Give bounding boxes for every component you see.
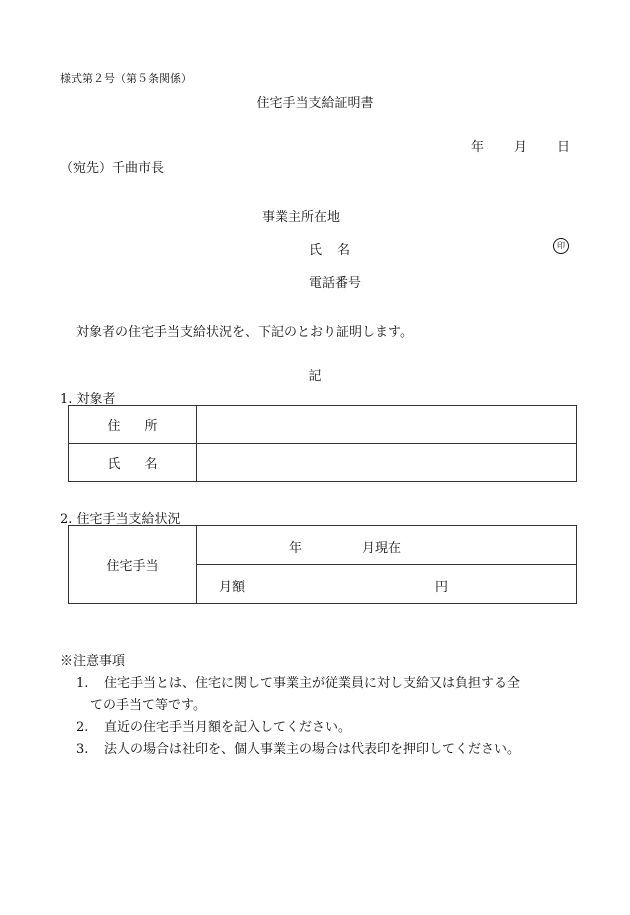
date-month-label: 月 [514,140,528,155]
section1-title: 1. 対象者 [60,392,116,407]
housing-allowance-table [68,525,577,604]
table-row [69,526,577,565]
yen-label: 円 [435,580,449,595]
date-year-label: 年 [471,140,485,155]
address-label-cell [69,406,197,444]
form-number: 様式第２号（第５条関係） [60,72,192,85]
table-row [69,444,577,482]
note-number: 1. [76,676,89,691]
note-item-2 [76,716,351,735]
name-label-1: 氏 [107,457,121,472]
note-text: 直近の住宅手当月額を記入してください。 [104,720,352,735]
note-item-3 [76,738,520,757]
housing-allowance-label: 住宅手当 [69,526,197,604]
seal-mark: 印 [553,238,569,254]
note-text: 法人の場合は社印を、個人事業主の場合は代表印を押印してください。 [104,742,521,757]
note-text: ての手当て等です。 [90,698,206,713]
address-label-1: 住 [107,419,121,434]
note-text: 住宅手当とは、住宅に関して事業主が従業員に対し支給又は負担する全 [104,676,521,691]
name-label-2: 名 [144,457,158,472]
employer-tel-label: 電話番号 [309,276,362,291]
monthly-amount-label: 月額 [219,580,246,595]
as-of-cell[interactable] [197,526,577,565]
as-of-month-label: 月現在 [362,541,402,556]
subject-table [68,405,577,482]
address-value-cell[interactable] [197,406,577,444]
document-title: 住宅手当支給証明書 [256,96,374,111]
monthly-amount-cell[interactable] [197,565,577,604]
addressee: （宛先）千曲市長 [60,161,165,176]
certification-statement: 対象者の住宅手当支給状況を、下記のとおり証明します。 [76,325,413,340]
section2-title: 2. 住宅手当支給状況 [60,512,181,527]
date-day-label: 日 [557,140,571,155]
note-item-1-cont [90,694,206,713]
note-number: 3. [76,742,89,757]
as-of-year-label: 年 [289,541,303,556]
employer-name-label-2: 名 [337,243,351,258]
employer-name-label-1: 氏 [309,243,323,258]
note-number: 2. [76,720,89,735]
name-label-cell [69,444,197,482]
name-value-cell[interactable] [197,444,577,482]
ki-heading: 記 [308,369,322,384]
notes-title: ※注意事項 [60,654,126,669]
employer-address-label: 事業主所在地 [262,210,341,225]
address-label-2: 所 [144,419,158,434]
table-row [69,406,577,444]
note-item-1 [76,672,520,691]
